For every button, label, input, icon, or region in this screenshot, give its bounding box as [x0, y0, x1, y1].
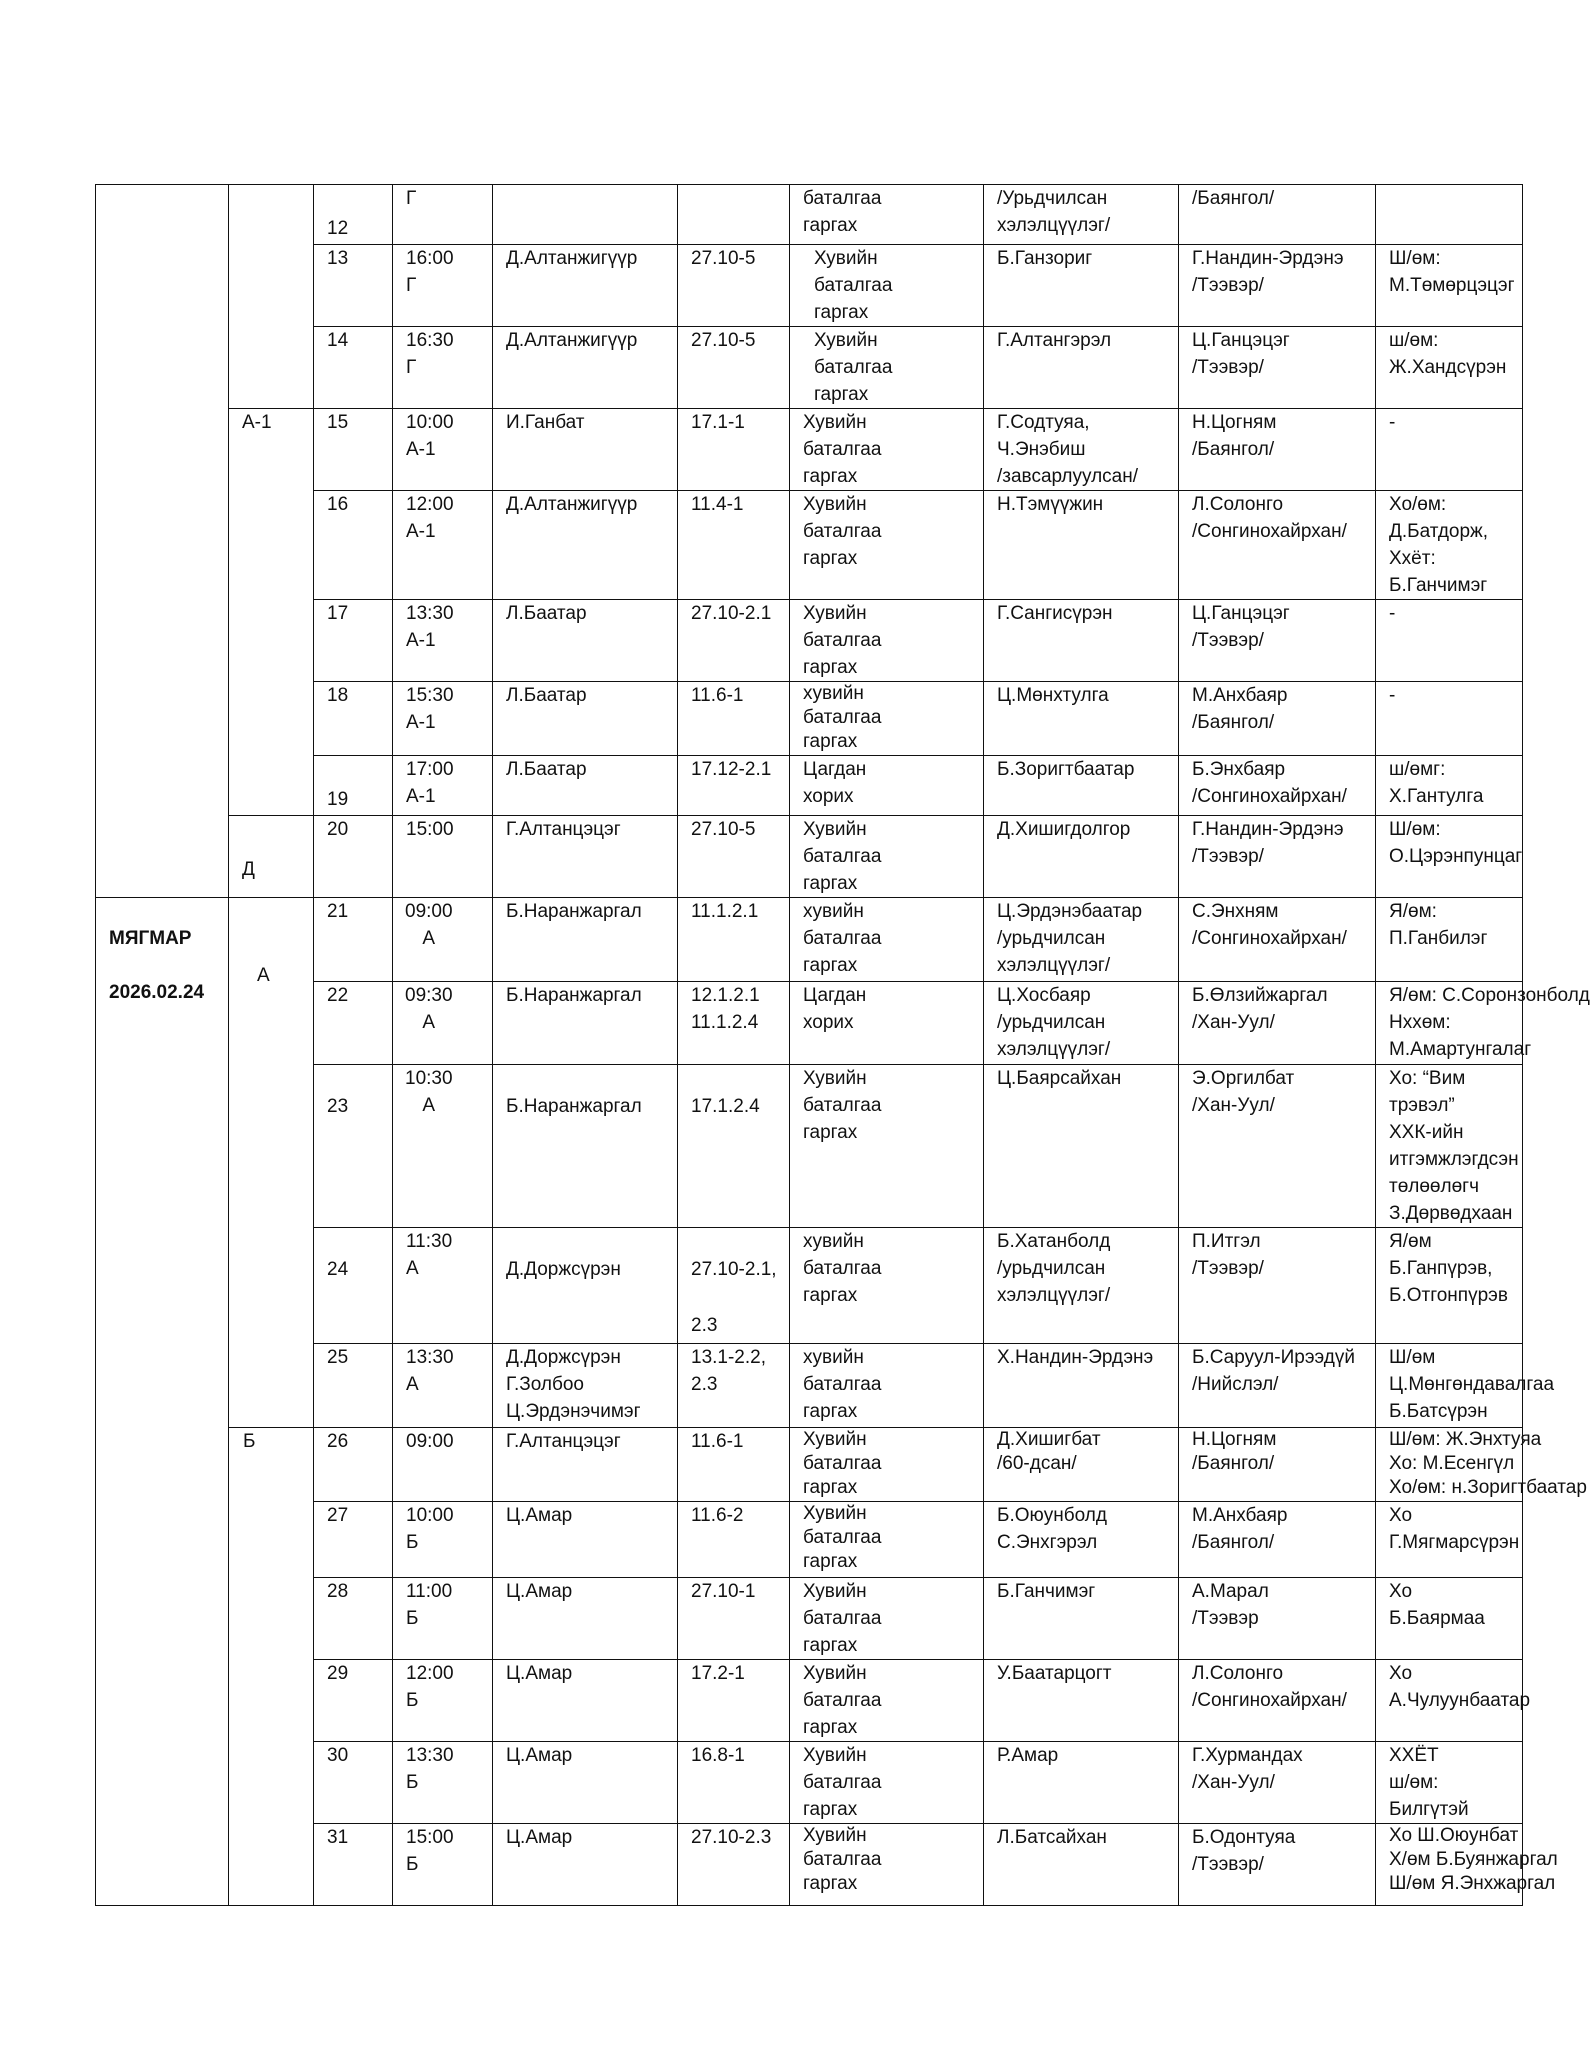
- defendant-cell: /Урьдчилсан хэлэлцүүлэг/: [984, 185, 1179, 245]
- judge-cell: Л.Баатар: [493, 756, 678, 816]
- prosecutor-cell: Ц.Ганцэцэг /Тээвэр/: [1179, 600, 1376, 682]
- time-cell: 10:00 Б: [393, 1502, 493, 1578]
- prosecutor-cell: Л.Солонго /Сонгинохайрхан/: [1179, 1660, 1376, 1742]
- measure-cell: Хувийн баталгаа гаргах: [790, 1428, 984, 1502]
- measure-cell: хувийн баталгаа гаргах: [790, 1228, 984, 1344]
- judge-cell: Б.Наранжаргал: [493, 898, 678, 982]
- article-cell: 13.1-2.2, 2.3: [678, 1344, 790, 1428]
- measure-cell: Хувийн баталгаа гаргах: [790, 491, 984, 600]
- judge-cell: Д.Алтанжигүүр: [493, 491, 678, 600]
- note-cell: -: [1376, 600, 1523, 682]
- judge-cell: Б.Наранжаргал: [493, 982, 678, 1065]
- room-cell: А: [229, 898, 314, 1428]
- note-cell: Хо: “Вим трэвэл” ХХК-ийн итгэмжлэгдсэн төлөөлөгч З.Дөрвөдхаан: [1376, 1065, 1523, 1228]
- judge-cell: Ц.Амар: [493, 1824, 678, 1906]
- judge-cell: Г.Алтанцэцэг: [493, 1428, 678, 1502]
- measure-cell: Хувийн баталгаа гаргах: [790, 1578, 984, 1660]
- defendant-cell: Ц.Эрдэнэбаатар /урьдчилсан хэлэлцүүлэг/: [984, 898, 1179, 982]
- judge-cell: Д.Алтанжигүүр: [493, 327, 678, 409]
- prosecutor-cell: Л.Солонго /Сонгинохайрхан/: [1179, 491, 1376, 600]
- defendant-cell: Р.Амар: [984, 1742, 1179, 1824]
- article-cell: 11.1.2.1: [678, 898, 790, 982]
- measure-cell: Хувийн баталгаа гаргах: [790, 816, 984, 898]
- defendant-cell: Д.Хишигбат /60-дсан/: [984, 1428, 1179, 1502]
- defendant-cell: Г.Сангисүрэн: [984, 600, 1179, 682]
- table-row: [96, 816, 1523, 898]
- note-cell: -: [1376, 682, 1523, 756]
- room-cell: Б: [229, 1428, 314, 1906]
- defendant-cell: Л.Батсайхан: [984, 1824, 1179, 1906]
- judge-cell: Ц.Амар: [493, 1502, 678, 1578]
- article-cell: 17.12-2.1: [678, 756, 790, 816]
- row-number: 13: [314, 245, 393, 327]
- note-cell: ш/өм: Ж.Хандсүрэн: [1376, 327, 1523, 409]
- measure-cell: Хувийн баталгаа гаргах: [790, 409, 984, 491]
- article-cell: 11.6-1: [678, 682, 790, 756]
- table-row: [96, 409, 1523, 491]
- note-cell: [1376, 185, 1523, 245]
- measure-cell: хувийн баталгаа гаргах: [790, 1344, 984, 1428]
- measure-cell: Цагдан хорих: [790, 756, 984, 816]
- judge-cell: Ц.Амар: [493, 1578, 678, 1660]
- defendant-cell: Г.Алтангэрэл: [984, 327, 1179, 409]
- measure-cell: Хувийн баталгаа гаргах: [790, 245, 984, 327]
- judge-cell: Г.Алтанцэцэг: [493, 816, 678, 898]
- day-label: МЯГМАР: [109, 928, 192, 949]
- prosecutor-cell: Г.Нандин-Эрдэнэ /Тээвэр/: [1179, 816, 1376, 898]
- measure-cell: баталгаа гаргах: [790, 185, 984, 245]
- judge-cell: Ц.Амар: [493, 1660, 678, 1742]
- row-number: 14: [314, 327, 393, 409]
- row-number: 20: [314, 816, 393, 898]
- article-cell: 27.10-1: [678, 1578, 790, 1660]
- row-number: 12: [314, 185, 393, 245]
- day-date: 2026.02.24: [109, 982, 205, 1003]
- defendant-cell: Г.Содтуяа, Ч.Энэбиш /завсарлуулсан/: [984, 409, 1179, 491]
- note-cell: Хо Г.Мягмарсүрэн: [1376, 1502, 1523, 1578]
- row-number: 21: [314, 898, 393, 982]
- time-cell: 09:00: [393, 1428, 493, 1502]
- article-cell: 27.10-5: [678, 245, 790, 327]
- prosecutor-cell: /Баянгол/: [1179, 185, 1376, 245]
- row-number: 27: [314, 1502, 393, 1578]
- row-number: 31: [314, 1824, 393, 1906]
- time-cell: 13:30 А: [393, 1344, 493, 1428]
- measure-cell: Хувийн баталгаа гаргах: [790, 1065, 984, 1228]
- prosecutor-cell: П.Итгэл /Тээвэр/: [1179, 1228, 1376, 1344]
- note-cell: Хо Б.Баярмаа: [1376, 1578, 1523, 1660]
- time-cell: [393, 898, 493, 982]
- prosecutor-cell: А.Марал /Тээвэр: [1179, 1578, 1376, 1660]
- defendant-cell: У.Баатарцогт: [984, 1660, 1179, 1742]
- judge-cell: Л.Баатар: [493, 682, 678, 756]
- prosecutor-cell: М.Анхбаяр /Баянгол/: [1179, 682, 1376, 756]
- day-cell: [96, 898, 229, 1906]
- measure-cell: Хувийн баталгаа гаргах: [790, 1742, 984, 1824]
- measure-cell: Хувийн баталгаа гаргах: [790, 1660, 984, 1742]
- room-cell: А-1: [229, 409, 314, 816]
- article-cell: 27.10-5: [678, 327, 790, 409]
- note-cell: Ш/өм: О.Цэрэнпунцаг: [1376, 816, 1523, 898]
- time-cell: [393, 982, 493, 1065]
- judge-cell: Д.Доржсүрэн: [493, 1228, 678, 1344]
- defendant-cell: Б.Хатанболд /урьдчилсан хэлэлцүүлэг/: [984, 1228, 1179, 1344]
- defendant-cell: Х.Нандин-Эрдэнэ: [984, 1344, 1179, 1428]
- prosecutor-cell: Ц.Ганцэцэг /Тээвэр/: [1179, 327, 1376, 409]
- time-cell: 11:30 А: [393, 1228, 493, 1344]
- defendant-cell: Ц.Баярсайхан: [984, 1065, 1179, 1228]
- note-cell: Ш/өм: М.Төмөрцэцэг: [1376, 245, 1523, 327]
- note-cell: Я/өм: П.Ганбилэг: [1376, 898, 1523, 982]
- row-number: 30: [314, 1742, 393, 1824]
- time-cell: 10:00 А-1: [393, 409, 493, 491]
- time-cell: 15:00 Б: [393, 1824, 493, 1906]
- measure-cell: Хувийн баталгаа гаргах: [790, 1824, 984, 1906]
- prosecutor-cell: Б.Энхбаяр /Сонгинохайрхан/: [1179, 756, 1376, 816]
- row-number: 24: [314, 1228, 393, 1344]
- time-cell: 15:30 А-1: [393, 682, 493, 756]
- defendant-cell: Б.Ганзориг: [984, 245, 1179, 327]
- note-cell: -: [1376, 409, 1523, 491]
- time-cell: 12:00 Б: [393, 1660, 493, 1742]
- judge-cell: [493, 185, 678, 245]
- judge-cell: Ц.Амар: [493, 1742, 678, 1824]
- article-cell: [678, 185, 790, 245]
- table-row: [96, 898, 1523, 982]
- judge-cell: Д.Алтанжигүүр: [493, 245, 678, 327]
- article-cell: 11.6-1: [678, 1428, 790, 1502]
- time-cell: 15:00: [393, 816, 493, 898]
- judge-cell: Б.Наранжаргал: [493, 1065, 678, 1228]
- time-cell: 13:30 Б: [393, 1742, 493, 1824]
- measure-cell: Хувийн баталгаа гаргах: [790, 1502, 984, 1578]
- row-number: 22: [314, 982, 393, 1065]
- room-cell: Д: [229, 816, 314, 898]
- time-cell: 12:00 А-1: [393, 491, 493, 600]
- time-cell: 11:00 Б: [393, 1578, 493, 1660]
- note-cell: Ш/өм Ц.Мөнгөндавалгаа Б.Батсүрэн: [1376, 1344, 1523, 1428]
- note-cell: Я/өм: С.Соронзонболд Нххөм: М.Амартунгалаг: [1376, 982, 1523, 1065]
- judge-cell: Л.Баатар: [493, 600, 678, 682]
- measure-cell: Хувийн баталгаа гаргах: [790, 327, 984, 409]
- article-cell: 11.6-2: [678, 1502, 790, 1578]
- article-cell: 11.4-1: [678, 491, 790, 600]
- judge-cell: Д.Доржсүрэн Г.Золбоо Ц.Эрдэнэчимэг: [493, 1344, 678, 1428]
- article-cell: 17.2-1: [678, 1660, 790, 1742]
- time-text: 10:30 А: [405, 1068, 453, 1116]
- article-cell: 27.10-5: [678, 816, 790, 898]
- time-cell: 17:00 А-1: [393, 756, 493, 816]
- row-number: 18: [314, 682, 393, 756]
- prosecutor-cell: М.Анхбаяр /Баянгол/: [1179, 1502, 1376, 1578]
- day-cell-previous: [96, 185, 229, 898]
- prosecutor-cell: Г.Хурмандах /Хан-Уул/: [1179, 1742, 1376, 1824]
- measure-cell: хувийн баталгаа гаргах: [790, 682, 984, 756]
- prosecutor-cell: Б.Саруул-Ирээдүй /Нийслэл/: [1179, 1344, 1376, 1428]
- defendant-cell: Б.Оюунболд С.Энхгэрэл: [984, 1502, 1179, 1578]
- defendant-cell: Б.Ганчимэг: [984, 1578, 1179, 1660]
- time-cell: 13:30 А-1: [393, 600, 493, 682]
- row-number: 17: [314, 600, 393, 682]
- note-cell: ХХЁТ ш/өм: Билгүтэй: [1376, 1742, 1523, 1824]
- note-cell: Хо А.Чулуунбаатар: [1376, 1660, 1523, 1742]
- row-number: 28: [314, 1578, 393, 1660]
- row-number: 26: [314, 1428, 393, 1502]
- time-cell: 16:00 Г: [393, 245, 493, 327]
- row-number: 15: [314, 409, 393, 491]
- note-cell: Хо Ш.Оюунбат Х/өм Б.Буянжаргал Ш/өм Я.Энхжаргал: [1376, 1824, 1523, 1906]
- defendant-cell: Б.Зоригтбаатар: [984, 756, 1179, 816]
- defendant-cell: Н.Тэмүүжин: [984, 491, 1179, 600]
- time-cell: Г: [393, 185, 493, 245]
- row-number: 16: [314, 491, 393, 600]
- prosecutor-cell: Н.Цогням /Баянгол/: [1179, 1428, 1376, 1502]
- defendant-cell: Ц.Мөнхтулга: [984, 682, 1179, 756]
- note-cell: Ш/өм: Ж.Энхтуяа Хо: М.Есенгүл Хо/өм: н.Зоригтбаатар: [1376, 1428, 1523, 1502]
- article-cell: 27.10-2.1: [678, 600, 790, 682]
- article-cell: 17.1.2.4: [678, 1065, 790, 1228]
- time-cell: 16:30 Г: [393, 327, 493, 409]
- note-cell: Хо/өм: Д.Батдорж, Ххёт: Б.Ганчимэг: [1376, 491, 1523, 600]
- prosecutor-cell: Б.Өлзийжаргал /Хан-Уул/: [1179, 982, 1376, 1065]
- defendant-cell: Д.Хишигдолгор: [984, 816, 1179, 898]
- row-number: 29: [314, 1660, 393, 1742]
- time-text: 09:00 А: [405, 901, 453, 949]
- measure-cell: Цагдан хорих: [790, 982, 984, 1065]
- prosecutor-cell: Б.Одонтуяа /Тээвэр/: [1179, 1824, 1376, 1906]
- article-cell: 12.1.2.1 11.1.2.4: [678, 982, 790, 1065]
- row-number: 25: [314, 1344, 393, 1428]
- time-cell: [393, 1065, 493, 1228]
- prosecutor-cell: С.Энхням /Сонгинохайрхан/: [1179, 898, 1376, 982]
- article-cell: 27.10-2.3: [678, 1824, 790, 1906]
- prosecutor-cell: Г.Нандин-Эрдэнэ /Тээвэр/: [1179, 245, 1376, 327]
- defendant-cell: Ц.Хосбаяр /урьдчилсан хэлэлцүүлэг/: [984, 982, 1179, 1065]
- row-number: 23: [314, 1065, 393, 1228]
- note-cell: ш/өмг: Х.Гантулга: [1376, 756, 1523, 816]
- row-number: 19: [314, 756, 393, 816]
- article-cell: 27.10-2.1, 2.3: [678, 1228, 790, 1344]
- table-row: [96, 1428, 1523, 1502]
- article-cell: 16.8-1: [678, 1742, 790, 1824]
- measure-cell: хувийн баталгаа гаргах: [790, 898, 984, 982]
- prosecutor-cell: Э.Оргилбат /Хан-Уул/: [1179, 1065, 1376, 1228]
- court-schedule-table: [95, 184, 1590, 1906]
- room-cell: [229, 185, 314, 409]
- prosecutor-cell: Н.Цогням /Баянгол/: [1179, 409, 1376, 491]
- measure-cell: Хувийн баталгаа гаргах: [790, 600, 984, 682]
- note-cell: Я/өм Б.Ганпүрэв, Б.Отгонпүрэв: [1376, 1228, 1523, 1344]
- time-text: 09:30 А: [405, 985, 453, 1033]
- judge-cell: И.Ганбат: [493, 409, 678, 491]
- table-row: [96, 185, 1523, 245]
- article-cell: 17.1-1: [678, 409, 790, 491]
